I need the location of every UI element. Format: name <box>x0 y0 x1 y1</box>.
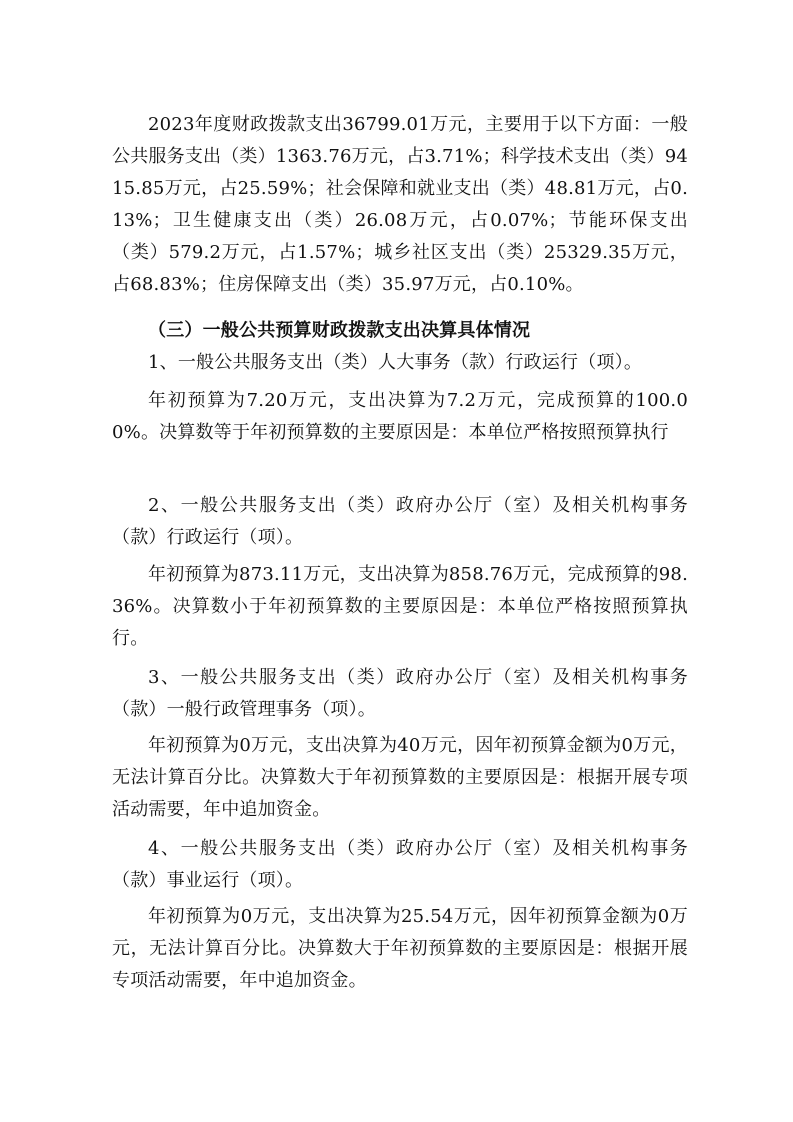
item-1-body: 年初预算为7.20万元，支出决算为7.2万元，完成预算的100.00%。决算数等于年初预算数的主要原因是：本单位严格按照预算执行 <box>112 390 688 443</box>
item-3-title: 3、一般公共服务支出（类）政府办公厅（室）及相关机构事务（款）一般行政管理事务（项）。 <box>112 667 688 720</box>
summary-paragraph: 2023年度财政拨款支出36799.01万元，主要用于以下方面：一般公共服务支出（类）1363.76万元，占3.71%；科学技术支出（类）9415.85万元，占25.59%；社会保障和就业支出（类）48.81万元，占0.13%；卫生健康支出（类）26.08万元，占0.07%；节能环保支出（类）579.2万元，占1.57%；城乡社区支出（类）25329.35万元，占68.83%；住房保障支出（类）35.97万元，占0.10%。 <box>112 114 688 295</box>
item-2-title: 2、一般公共服务支出（类）政府办公厅（室）及相关机构事务（款）行政运行（项）。 <box>112 495 688 548</box>
section-heading: （三）一般公共预算财政拨款支出决算具体情况 <box>148 320 531 341</box>
item-2-body: 年初预算为873.11万元，支出决算为858.76万元，完成预算的98.36%。决算数小于年初预算数的主要原因是：本单位严格按照预算执行。 <box>112 564 688 649</box>
item-3-body: 年初预算为0万元，支出决算为40万元，因年初预算金额为0万元，无法计算百分比。决算数大于年初预算数的主要原因是：根据开展专项活动需要，年中追加资金。 <box>112 735 688 820</box>
item-4-body: 年初预算为0万元，支出决算为25.54万元，因年初预算金额为0万元，无法计算百分比。决算数大于年初预算数的主要原因是：根据开展专项活动需要，年中追加资金。 <box>112 906 688 991</box>
item-1-title: 1、一般公共服务支出（类）人大事务（款）行政运行（项）。 <box>148 352 643 373</box>
item-4-title: 4、一般公共服务支出（类）政府办公厅（室）及相关机构事务（款）事业运行（项）。 <box>112 838 688 891</box>
